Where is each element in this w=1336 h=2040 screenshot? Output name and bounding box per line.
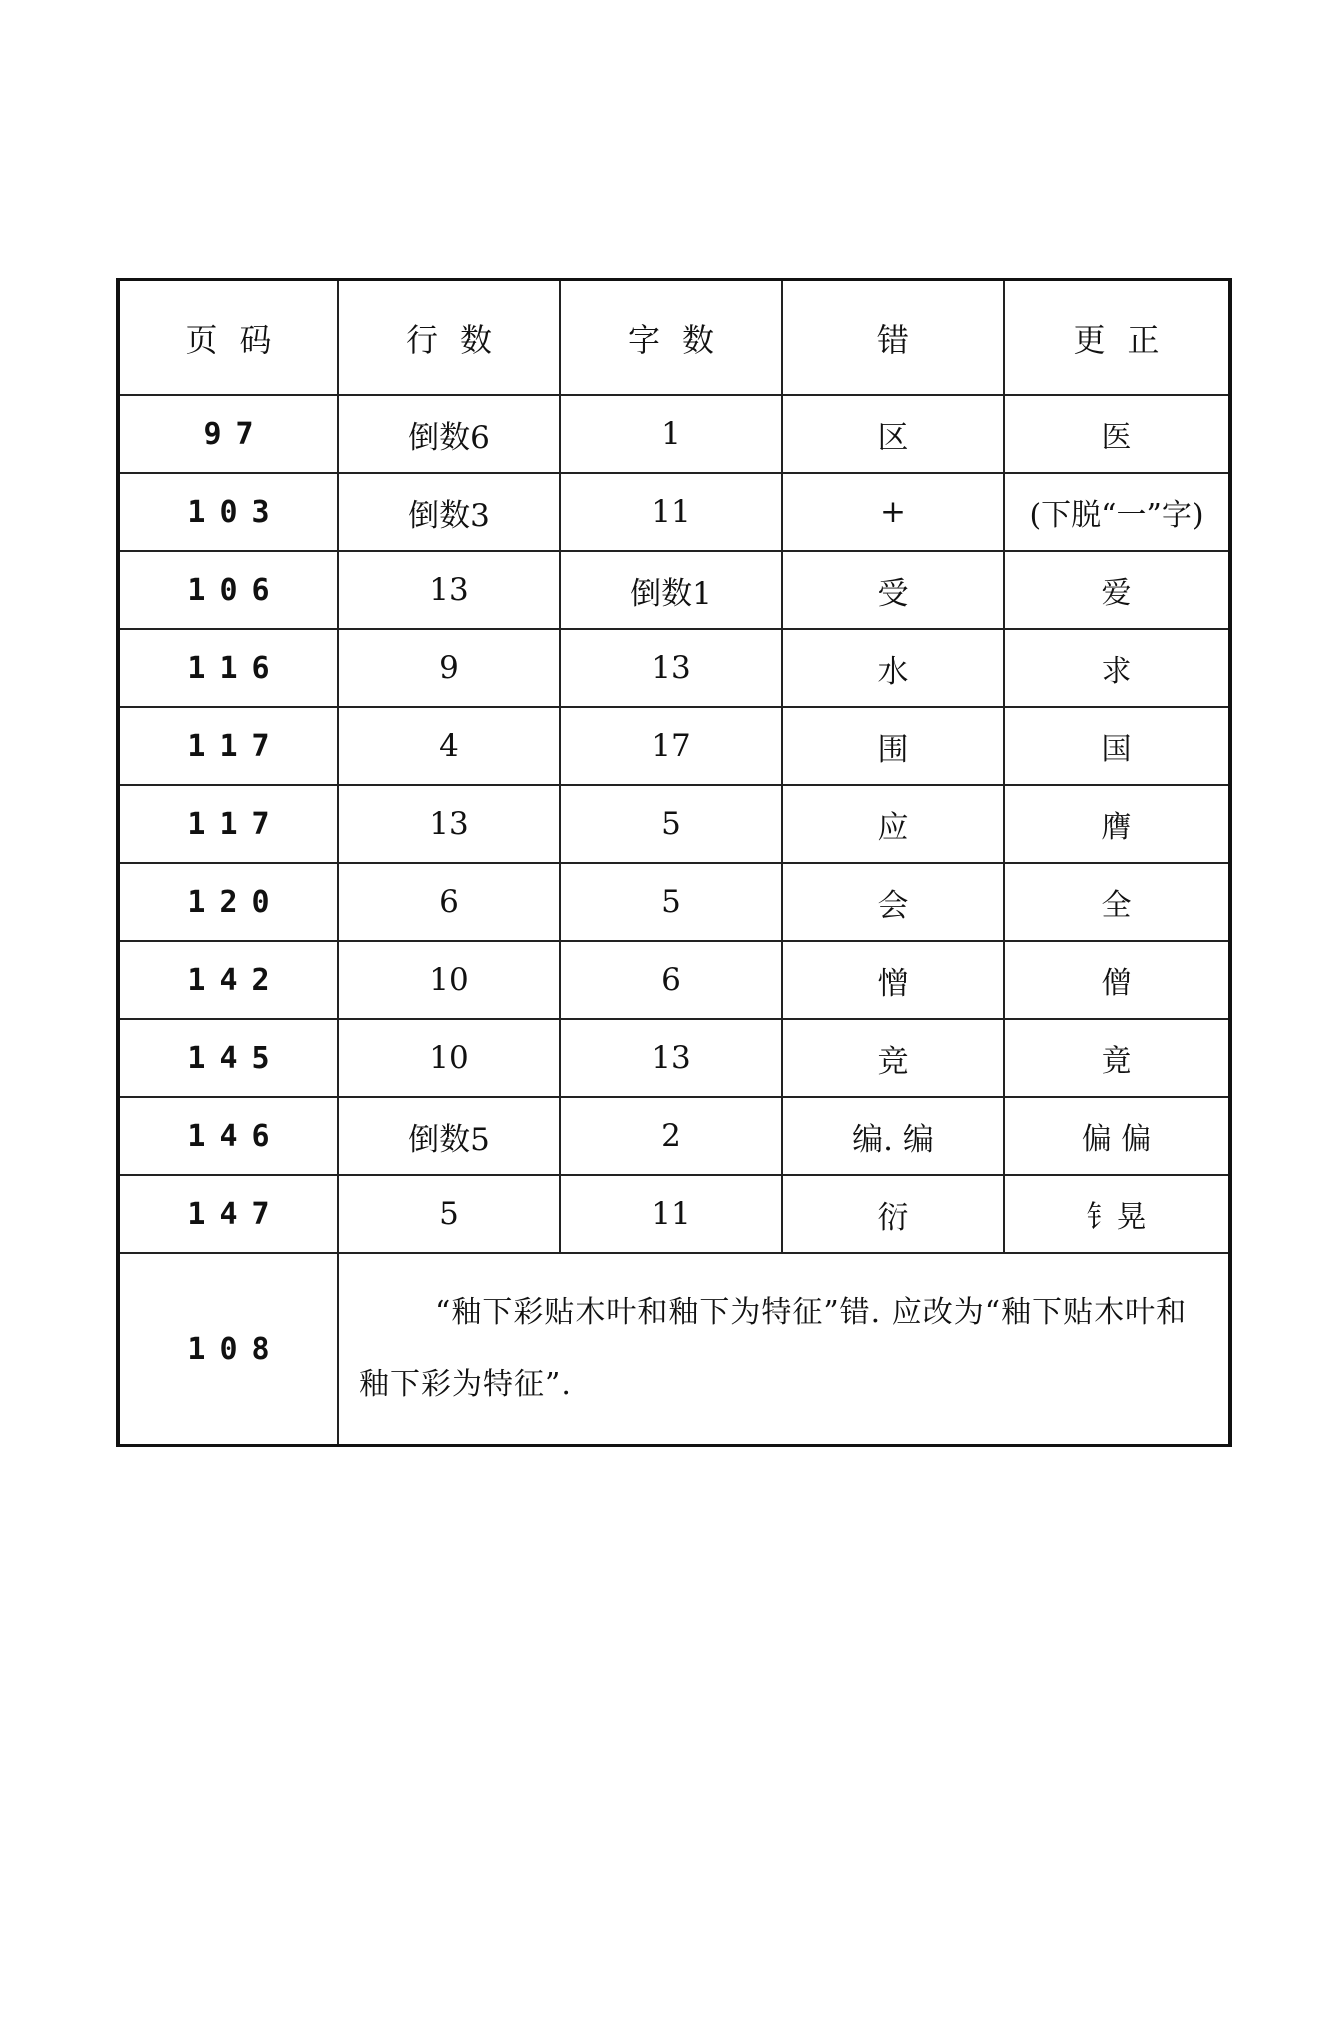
cell-wrong: 憎 [782,941,1004,1019]
cell-line: 13 [338,551,560,629]
header-correct: 更正 [1004,280,1230,396]
cell-wrong: 编. 编 [782,1097,1004,1175]
cell-line: 倒数6 [338,395,560,473]
cell-line: 4 [338,707,560,785]
note-text: “釉下彩贴木叶和釉下为特征”错. 应改为“釉下贴木叶和釉下彩为特征”. [338,1253,1230,1446]
errata-table [116,278,1232,1447]
note-page: 108 [118,1253,338,1446]
cell-line: 6 [338,863,560,941]
cell-correct: 钅晃 [1004,1175,1230,1253]
cell-correct: (下脱“一”字) [1004,473,1230,551]
errata-sheet [116,278,1228,1432]
table-row [118,863,1230,941]
cell-wrong: + [782,473,1004,551]
cell-wrong: 应 [782,785,1004,863]
table-row [118,785,1230,863]
cell-page: 106 [118,551,338,629]
cell-line: 5 [338,1175,560,1253]
cell-line: 9 [338,629,560,707]
cell-page: 120 [118,863,338,941]
cell-char: 6 [560,941,782,1019]
cell-correct: 爱 [1004,551,1230,629]
cell-page: 116 [118,629,338,707]
cell-char: 11 [560,473,782,551]
header-char: 字数 [560,280,782,396]
cell-char: 5 [560,785,782,863]
cell-page: 117 [118,785,338,863]
cell-correct: 全 [1004,863,1230,941]
table-row [118,707,1230,785]
table-row [118,1097,1230,1175]
cell-wrong: 竞 [782,1019,1004,1097]
cell-page: 142 [118,941,338,1019]
cell-line: 倒数5 [338,1097,560,1175]
cell-char: 5 [560,863,782,941]
cell-page: 146 [118,1097,338,1175]
cell-page: 97 [118,395,338,473]
cell-correct: 僧 [1004,941,1230,1019]
cell-line: 13 [338,785,560,863]
table-row [118,1019,1230,1097]
table-row [118,551,1230,629]
cell-char: 2 [560,1097,782,1175]
cell-wrong: 水 [782,629,1004,707]
cell-line: 10 [338,941,560,1019]
cell-line: 倒数3 [338,473,560,551]
cell-wrong: 区 [782,395,1004,473]
cell-char: 倒数1 [560,551,782,629]
header-row [118,280,1230,396]
header-wrong: 错 [782,280,1004,396]
cell-wrong: 衍 [782,1175,1004,1253]
cell-char: 13 [560,629,782,707]
table-row [118,941,1230,1019]
cell-char: 13 [560,1019,782,1097]
cell-correct: 求 [1004,629,1230,707]
header-page: 页码 [118,280,338,396]
table-row [118,1175,1230,1253]
header-line: 行数 [338,280,560,396]
cell-correct: 竟 [1004,1019,1230,1097]
note-row [118,1253,1230,1446]
cell-correct: 医 [1004,395,1230,473]
table-row [118,395,1230,473]
cell-page: 147 [118,1175,338,1253]
table-row [118,629,1230,707]
cell-char: 1 [560,395,782,473]
table-row [118,473,1230,551]
cell-page: 103 [118,473,338,551]
cell-correct: 国 [1004,707,1230,785]
cell-correct: 膺 [1004,785,1230,863]
cell-char: 17 [560,707,782,785]
cell-line: 10 [338,1019,560,1097]
cell-correct: 偏 偏 [1004,1097,1230,1175]
cell-page: 117 [118,707,338,785]
cell-wrong: 围 [782,707,1004,785]
cell-wrong: 会 [782,863,1004,941]
cell-page: 145 [118,1019,338,1097]
cell-char: 11 [560,1175,782,1253]
cell-wrong: 受 [782,551,1004,629]
